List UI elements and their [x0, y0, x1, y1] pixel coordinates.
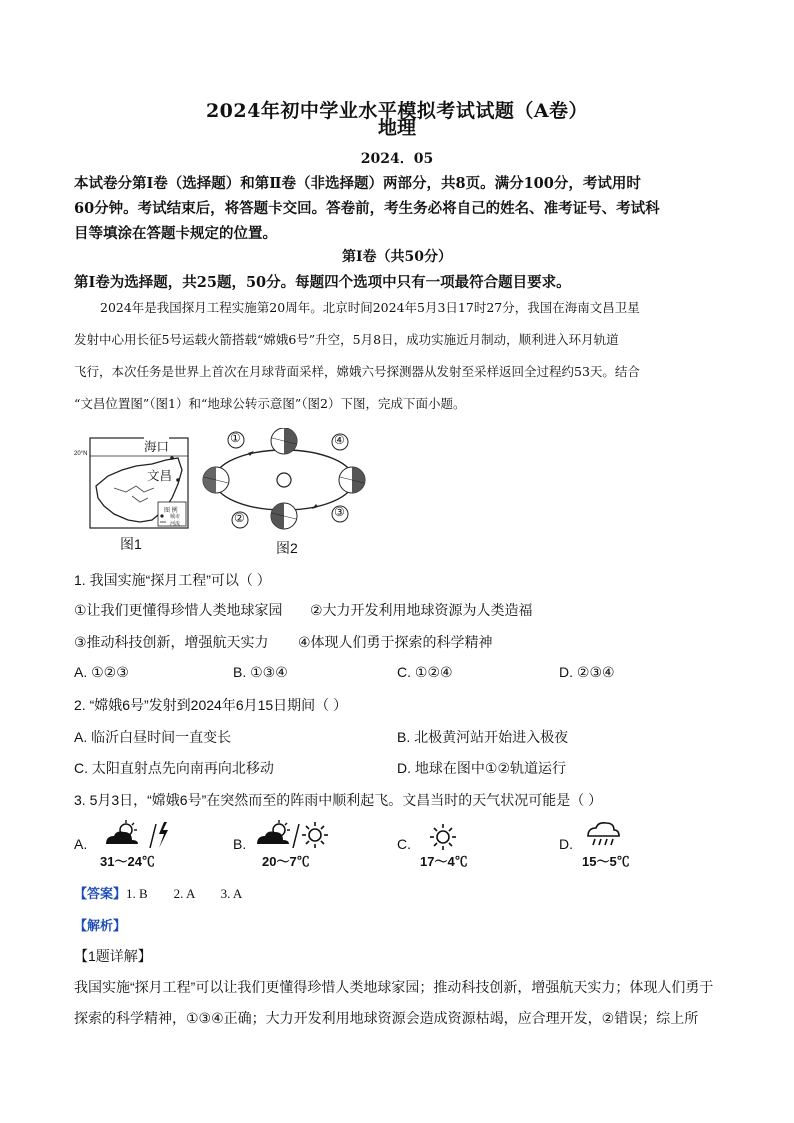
- answer-values: 1. B 2. A 3. A: [126, 886, 243, 901]
- map-legend-title: 图 例: [164, 508, 178, 514]
- orbit-label-4: ④: [334, 433, 345, 447]
- q3-temp-c: 17～4℃: [420, 854, 468, 869]
- section-instruction: 第Ⅰ卷为选择题，共25题，50分。每题四个选项中只有一项最符合题目要求。: [74, 274, 571, 291]
- intro-line-3: 目等填涂在答题卡规定的位置。: [74, 225, 277, 242]
- q2-option-a[interactable]: A. 临沂白昼时间一直变长: [74, 729, 232, 745]
- intro-line-2: 60分钟。考试结束后，将答题卡交回。答卷前，考生务必将自己的姓名、准考证号、考试科: [74, 200, 660, 217]
- q3-stem: 3. 5月3日，“嫦娥6号”在突然而至的阵雨中顺利起飞。文昌当时的天气状况可能是（ ）: [74, 792, 603, 808]
- exam-date: 2024．05: [360, 151, 434, 167]
- passage-line-4: “文昌位置图”（图1）和“地球公转示意图”（图2）下图，完成下面小题。: [74, 396, 466, 411]
- q3-temp-a: 31～24℃: [100, 854, 155, 869]
- q2-option-b[interactable]: B. 北极黄河站开始进入极夜: [397, 729, 569, 745]
- q1-statement-2: ②大力开发利用地球资源为人类造福: [310, 602, 533, 618]
- map-legend-river: 河流: [170, 521, 181, 527]
- orbit-label-1: ①: [230, 431, 241, 445]
- detail-line-1: 我国实施“探月工程”可以让我们更懂得珍惜人类地球家园；推动科技创新，增强航天实力；体现人们勇于: [74, 979, 714, 995]
- intro-line-1: 本试卷分第Ⅰ卷（选择题）和第Ⅱ卷（非选择题）两部分，共8页。满分100分，考试用时: [74, 175, 641, 192]
- q1-option-c[interactable]: C. ①②④: [397, 664, 453, 680]
- q3-option-c[interactable]: C.: [397, 836, 411, 852]
- detail-title: 【1题详解】: [74, 948, 152, 964]
- q3-option-d[interactable]: D.: [559, 836, 573, 852]
- q2-option-d[interactable]: D. 地球在图中①②轨道运行: [397, 760, 566, 776]
- map-latitude-label: 20°N: [74, 451, 88, 457]
- map-legend-city: 城市: [170, 514, 181, 520]
- q1-statement-1: ①让我们更懂得珍惜人类地球家园: [74, 602, 283, 618]
- q1-option-a[interactable]: A. ①②③: [74, 664, 129, 680]
- map-label-haikou: 海口: [144, 437, 169, 455]
- q1-option-b[interactable]: B. ①③④: [233, 664, 288, 680]
- q1-statement-4: ④体现人们勇于探索的科学精神: [298, 634, 493, 650]
- q3-option-b[interactable]: B.: [233, 836, 247, 852]
- sunny-icon: [428, 822, 458, 852]
- q2-stem: 2. “嫦娥6号”发射到2024年6月15日期间（ ）: [74, 697, 348, 713]
- analysis-label: 【解析】: [74, 919, 127, 934]
- q3-temp-d: 15～5℃: [582, 854, 630, 869]
- figure-1-caption: 图1: [120, 536, 142, 552]
- map-label-wenchang: 文昌: [147, 466, 172, 484]
- q3-temp-b: 20～7℃: [262, 854, 310, 869]
- answer-row: [74, 883, 242, 902]
- subject-title: 地理: [377, 117, 416, 139]
- figure-2-caption: 图2: [276, 540, 298, 556]
- orbit-label-2: ②: [234, 511, 245, 525]
- q3-option-a[interactable]: A.: [74, 836, 88, 852]
- passage-line-2: 发射中心用长征5号运载火箭搭载“嫦娥6号”升空，5月8日，成功实施近月制动，顺利进入环月轨道: [74, 332, 619, 347]
- q1-option-d[interactable]: D. ②③④: [559, 664, 615, 680]
- exam-title: 2024年初中学业水平模拟考试试题（A卷）: [205, 100, 589, 122]
- answer-label: 【答案】: [74, 887, 127, 902]
- passage-line-1: 2024年是我国探月工程实施第20周年。北京时间2024年5月3日17时27分，我国在海南文昌卫星: [100, 300, 640, 315]
- section-title: 第Ⅰ卷（共50分）: [341, 249, 453, 265]
- rain-icon: [586, 820, 620, 850]
- cloudy-sun-thunderstorm-icon: [104, 820, 170, 850]
- q1-stem: 1. 我国实施“探月工程”可以（ ）: [74, 572, 271, 588]
- q1-statement-3: ③推动科技创新，增强航天实力: [74, 634, 269, 650]
- q2-option-c[interactable]: C. 太阳直射点先向南再向北移动: [74, 760, 274, 776]
- detail-line-2: 探索的科学精神，①③④正确；大力开发利用地球资源会造成资源枯竭，应合理开发，②错误；综上所: [74, 1010, 699, 1026]
- passage-line-3: 飞行，本次任务是世界上首次在月球背面采样，嫦娥六号探测器从发射至采样返回全过程约53天。结合: [74, 364, 640, 379]
- orbit-label-3: ③: [334, 505, 345, 519]
- cloudy-sun-to-sunny-icon: [255, 820, 331, 850]
